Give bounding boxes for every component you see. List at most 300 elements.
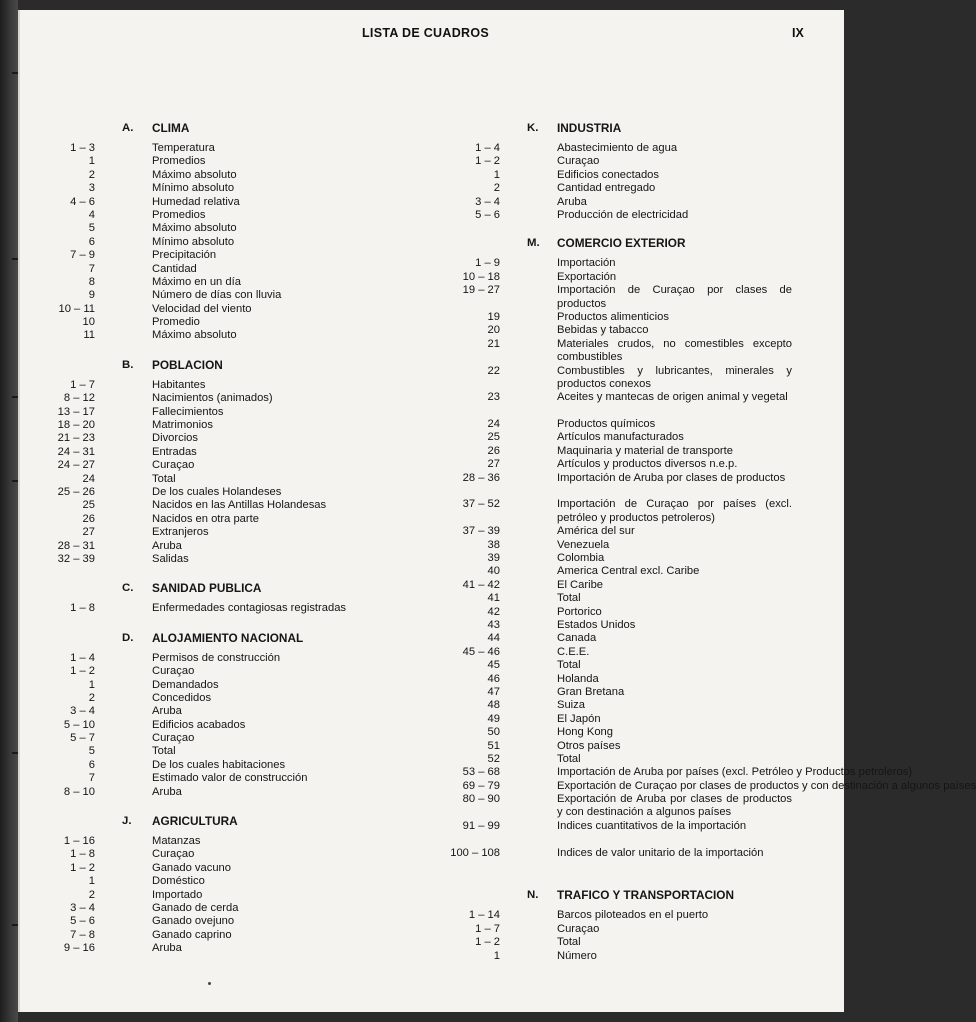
table-title: Extranjeros — [152, 526, 209, 539]
table-title: Colombia — [557, 552, 605, 565]
section-letter: B. — [122, 358, 134, 371]
table-title: Total — [557, 936, 581, 949]
table-title: Promedios — [152, 208, 206, 221]
section-letter: C. — [122, 582, 134, 595]
table-list-item — [440, 209, 796, 222]
table-number-ref: 7 – 8 — [70, 928, 95, 941]
table-title: Cantidad entregado — [557, 182, 656, 195]
table-list-item — [40, 526, 430, 539]
table-number-ref: 43 — [487, 618, 500, 631]
table-list-item — [440, 552, 796, 565]
table-title: Aruba — [557, 195, 587, 208]
table-title: Precipitación — [152, 249, 217, 262]
table-list-item — [40, 406, 430, 419]
table-title: Total — [557, 659, 581, 672]
table-title: Aruba — [152, 785, 182, 798]
table-list-item — [440, 431, 796, 444]
table-number-ref: 10 — [82, 316, 95, 329]
table-list-item — [440, 646, 796, 659]
table-list-item — [40, 665, 430, 678]
table-number-ref: 1 – 2 — [475, 936, 500, 949]
table-number-ref: 3 – 4 — [70, 705, 95, 718]
table-title: Bebidas y tabacco — [557, 324, 649, 337]
section-letter: J. — [122, 815, 132, 828]
table-title: Artículos manufacturados — [557, 431, 684, 444]
table-number-ref: 10 – 11 — [58, 302, 95, 315]
table-title: Indices cuantitativos de la importación — [557, 819, 747, 832]
table-list-item — [440, 365, 796, 392]
table-title: Curaçao — [152, 665, 195, 678]
table-list-item — [40, 499, 430, 512]
table-number-ref: 9 — [88, 289, 95, 302]
table-list-item — [40, 902, 430, 915]
table-number-ref: 1 – 2 — [70, 861, 95, 874]
table-number-ref: 1 — [493, 168, 500, 181]
table-title: Humedad relativa — [152, 195, 240, 208]
table-title: Habitantes — [152, 378, 206, 391]
table-title: América del sur — [557, 525, 635, 538]
table-title: Aruba — [152, 539, 182, 552]
table-number-ref: 20 — [487, 324, 500, 337]
table-title: Importación de Aruba por países (excl. Petróleo y Productos petroleros) — [557, 766, 913, 779]
table-list-item — [440, 271, 796, 284]
table-number-ref: 1 – 2 — [475, 155, 500, 168]
table-number-ref: 25 — [82, 499, 95, 512]
table-title: Estimado valor de construcción — [152, 772, 308, 785]
table-title: El Japón — [557, 712, 601, 725]
table-list-item — [40, 553, 430, 566]
table-title: Fallecimientos — [152, 405, 224, 418]
table-title: Curaçao — [557, 922, 600, 935]
table-title: Cantidad — [152, 262, 197, 275]
table-list-item — [40, 513, 430, 526]
table-list-item — [40, 862, 430, 875]
table-title: Barcos piloteados en el puerto — [557, 909, 709, 922]
table-list-item — [440, 779, 976, 793]
table-list-item — [40, 155, 430, 168]
table-list-item — [440, 753, 796, 766]
table-list-item — [40, 379, 430, 392]
table-title: Nacidos en otra parte — [152, 512, 259, 525]
section-title: POBLACION — [152, 357, 223, 372]
table-title: Exportación — [557, 270, 617, 283]
table-list-item — [40, 915, 430, 928]
table-number-ref: 24 — [487, 418, 500, 431]
table-number-ref: 50 — [487, 726, 500, 739]
table-number-ref: 24 – 27 — [57, 459, 95, 472]
table-number-ref: 1 – 2 — [70, 665, 95, 678]
table-title: Abastecimiento de agua — [557, 142, 678, 154]
table-list-item — [40, 942, 430, 955]
table-number-ref: 41 — [487, 592, 500, 605]
table-number-ref: 1 – 7 — [475, 922, 500, 935]
table-title: Entradas — [152, 445, 197, 458]
table-number-ref: 1 — [88, 678, 95, 691]
page-mark — [208, 982, 211, 985]
table-number-ref: 47 — [487, 685, 500, 698]
table-number-ref: 8 – 12 — [63, 392, 95, 405]
table-list-item — [440, 766, 913, 779]
table-title: Canada — [557, 632, 597, 645]
table-title: Holanda — [557, 672, 599, 685]
section-heading — [40, 815, 430, 830]
table-list-item — [40, 889, 430, 902]
table-title: Máximo absoluto — [152, 329, 237, 342]
table-number-ref: 5 – 7 — [70, 732, 95, 745]
table-number-ref: 53 – 68 — [462, 766, 500, 779]
table-number-ref: 23 — [487, 391, 500, 404]
table-list-item — [40, 692, 430, 705]
table-title: Producción de electricidad — [557, 208, 689, 221]
table-list-item — [440, 155, 796, 168]
table-title: Productos alimenticios — [557, 310, 669, 323]
table-title: Promedios — [152, 155, 206, 168]
table-number-ref: 1 – 14 — [468, 909, 500, 922]
table-title: Nacidos en las Antillas Holandesas — [152, 499, 327, 512]
table-number-ref: 39 — [487, 552, 500, 565]
table-title: Venezuela — [557, 538, 610, 551]
table-list-item — [440, 391, 796, 418]
section-title: AGRICULTURA — [152, 814, 238, 829]
table-list-item — [40, 392, 430, 405]
section-letter: N. — [527, 889, 539, 902]
table-number-ref: 19 — [487, 310, 500, 323]
table-number-ref: 2 — [88, 888, 95, 901]
table-list-item — [440, 909, 796, 922]
table-number-ref: 27 — [82, 526, 95, 539]
table-list-item — [440, 592, 796, 605]
table-title: Ganado de cerda — [152, 901, 239, 914]
table-list-item — [40, 303, 430, 316]
table-number-ref: 4 — [88, 208, 95, 221]
table-number-ref: 26 — [82, 512, 95, 525]
table-number-ref: 24 – 31 — [57, 445, 95, 458]
table-title: Total — [557, 592, 581, 605]
table-list-item — [440, 458, 796, 471]
table-title: Maquinaria y material de transporte — [557, 444, 733, 457]
table-title: Mínimo absoluto — [152, 182, 235, 195]
table-title: Importación de Curaçao por países (excl. petróleo y productos petroleros) — [557, 498, 792, 524]
section-heading — [440, 889, 796, 904]
table-number-ref: 38 — [487, 538, 500, 551]
table-number-ref: 5 — [88, 222, 95, 235]
table-title: Doméstico — [152, 875, 205, 888]
table-list-item — [40, 875, 430, 888]
table-number-ref: 5 – 10 — [63, 718, 95, 731]
table-list-item — [440, 169, 796, 182]
table-list-item — [440, 726, 796, 739]
table-list-item — [40, 236, 430, 249]
table-title: Importado — [152, 888, 203, 901]
left-column — [40, 122, 430, 956]
section-title: TRAFICO Y TRANSPORTACION — [557, 888, 734, 903]
table-list-item — [40, 182, 430, 195]
table-list-item — [440, 686, 796, 699]
table-number-ref: 1 – 4 — [70, 651, 95, 664]
table-title: Total — [557, 752, 581, 765]
table-number-ref: 27 — [487, 458, 500, 471]
section-title: COMERCIO EXTERIOR — [557, 236, 686, 251]
table-title: Ganado caprino — [152, 928, 232, 941]
table-title: Total — [152, 472, 176, 485]
table-list-item — [440, 311, 796, 324]
table-number-ref: 1 – 8 — [70, 602, 95, 615]
table-number-ref: 44 — [487, 632, 500, 645]
table-number-ref: 19 – 27 — [462, 284, 500, 297]
table-list-item — [40, 263, 430, 276]
table-number-ref: 46 — [487, 672, 500, 685]
table-title: Nacimientos (animados) — [152, 392, 273, 405]
section-letter: K. — [527, 122, 539, 134]
table-title: Suiza — [557, 699, 585, 712]
table-title: Temperatura — [152, 142, 215, 154]
table-list-item — [440, 142, 796, 155]
table-title: Promedio — [152, 316, 200, 329]
section-title: CLIMA — [152, 121, 190, 135]
table-number-ref: 7 — [88, 772, 95, 785]
table-number-ref: 8 — [88, 275, 95, 288]
table-title: De los cuales habitaciones — [152, 758, 286, 771]
table-list-item — [440, 950, 796, 963]
table-number-ref: 45 – 46 — [462, 645, 500, 658]
table-list-item — [440, 338, 796, 365]
table-number-ref: 8 – 10 — [63, 785, 95, 798]
table-title: Indices de valor unitario de la importación — [557, 846, 764, 859]
table-number-ref: 91 – 99 — [462, 819, 500, 832]
table-number-ref: 4 – 6 — [70, 195, 95, 208]
table-number-ref: 3 – 4 — [475, 195, 500, 208]
table-title: Ganado vacuno — [152, 861, 231, 874]
table-number-ref: 21 – 23 — [57, 432, 95, 445]
table-number-ref: 1 – 16 — [63, 835, 95, 848]
table-list-item — [440, 659, 796, 672]
table-number-ref: 3 – 4 — [70, 901, 95, 914]
right-column — [440, 121, 976, 963]
table-title: Total — [152, 745, 176, 758]
table-title: Número de días con lluvia — [152, 289, 282, 302]
table-number-ref: 1 – 7 — [70, 378, 95, 391]
table-title: Aruba — [152, 942, 182, 955]
table-list-item — [440, 565, 796, 578]
table-title: Máximo absoluto — [152, 222, 237, 235]
table-number-ref: 3 — [88, 182, 95, 195]
table-number-ref: 11 — [83, 329, 95, 342]
table-title: De los cuales Holandeses — [152, 485, 282, 498]
table-title: Matrimonios — [152, 419, 213, 432]
table-list-item — [40, 329, 430, 342]
table-title: Concedidos — [152, 691, 212, 704]
table-list-item — [40, 432, 430, 445]
table-number-ref: 45 — [487, 659, 500, 672]
table-list-item — [40, 486, 430, 499]
table-title: Portorico — [557, 605, 602, 618]
table-list-item — [40, 679, 430, 692]
section-title: ALOJAMIENTO NACIONAL — [152, 630, 304, 645]
table-number-ref: 7 – 9 — [70, 249, 95, 262]
table-number-ref: 24 — [82, 472, 95, 485]
table-list-item — [440, 923, 796, 936]
table-list-item — [40, 540, 430, 553]
table-list-item — [40, 719, 430, 732]
table-number-ref: 5 – 6 — [70, 915, 95, 928]
table-list-item — [40, 835, 430, 848]
table-title: Permisos de construcción — [152, 651, 281, 664]
table-list-item — [440, 699, 796, 712]
table-number-ref: 28 – 36 — [462, 471, 500, 484]
table-list-item — [40, 786, 430, 799]
table-number-ref: 9 – 16 — [63, 942, 95, 955]
table-list-item — [40, 848, 430, 861]
table-list-item — [440, 525, 796, 538]
table-list-item — [40, 222, 430, 235]
table-number-ref: 5 — [88, 745, 95, 758]
table-list-item — [440, 324, 796, 337]
table-list-item — [440, 820, 796, 847]
section-heading — [440, 122, 796, 137]
table-title: Máximo en un día — [152, 275, 241, 288]
table-number-ref: 69 – 79 — [462, 779, 500, 792]
table-number-ref: 13 – 17 — [57, 405, 95, 418]
table-title: Salidas — [152, 552, 189, 565]
table-number-ref: 41 – 42 — [462, 578, 500, 591]
section-heading — [440, 237, 796, 252]
table-list-item — [40, 602, 430, 615]
table-number-ref: 1 – 9 — [475, 257, 500, 270]
table-number-ref: 100 – 108 — [450, 846, 500, 859]
table-title: El Caribe — [557, 578, 604, 591]
table-number-ref: 1 — [88, 155, 95, 168]
table-title: Curaçao — [152, 459, 195, 472]
table-title: C.E.E. — [557, 645, 590, 658]
table-number-ref: 6 — [88, 235, 95, 248]
table-title: Exportación de Curaçao por clases de productos y con destinación a algunos países — [557, 779, 976, 792]
table-list-item — [440, 539, 796, 552]
table-number-ref: 51 — [487, 739, 500, 752]
table-title: Velocidad del viento — [152, 302, 252, 315]
table-number-ref: 32 – 39 — [57, 552, 95, 565]
table-list-item — [40, 196, 430, 209]
table-list-item — [40, 459, 430, 472]
table-title: Edificios acabados — [152, 718, 246, 731]
table-list-item — [440, 284, 796, 311]
table-number-ref: 6 — [88, 758, 95, 771]
table-list-item — [440, 673, 796, 686]
table-list-item — [40, 289, 430, 302]
section-title: SANIDAD PUBLICA — [152, 581, 262, 596]
table-number-ref: 28 – 31 — [57, 539, 95, 552]
table-list-item — [40, 745, 430, 758]
table-list-item — [440, 418, 796, 431]
table-number-ref: 18 – 20 — [57, 419, 95, 432]
section-title: INDUSTRIA — [557, 121, 622, 135]
section-letter: M. — [527, 237, 540, 250]
section-heading — [40, 632, 430, 647]
table-list-item — [440, 632, 796, 645]
table-number-ref: 7 — [88, 262, 95, 275]
table-title: Artículos y productos diversos n.e.p. — [557, 458, 738, 471]
table-number-ref: 80 – 90 — [462, 793, 500, 806]
table-number-ref: 1 – 3 — [70, 142, 95, 154]
table-list-item — [40, 705, 430, 718]
table-list-item — [40, 772, 430, 785]
table-list-item — [440, 182, 796, 195]
table-number-ref: 1 — [493, 949, 500, 962]
table-number-ref: 1 — [88, 875, 95, 888]
table-title: Número — [557, 949, 597, 962]
table-title: Gran Bretana — [557, 685, 625, 698]
table-title: Máximo absoluto — [152, 168, 237, 181]
section-heading — [40, 359, 430, 374]
table-list-item — [40, 446, 430, 459]
page-number: IX — [792, 26, 804, 40]
table-title: Enfermedades contagiosas registradas — [152, 602, 347, 615]
section-letter: D. — [122, 631, 134, 644]
table-title: Edificios conectados — [557, 168, 659, 181]
section-heading — [40, 582, 430, 597]
table-title: Curaçao — [152, 848, 195, 861]
table-list-item — [440, 472, 796, 499]
table-title: Divorcios — [152, 432, 199, 445]
table-number-ref: 22 — [487, 364, 500, 377]
table-list-item — [440, 619, 796, 632]
table-number-ref: 5 – 6 — [475, 208, 500, 221]
table-number-ref: 52 — [487, 752, 500, 765]
table-number-ref: 48 — [487, 699, 500, 712]
table-title: Curaçao — [557, 155, 600, 168]
table-list-item — [440, 847, 796, 874]
table-number-ref: 37 – 52 — [462, 498, 500, 511]
table-number-ref: 1 – 4 — [475, 142, 500, 154]
page-title: LISTA DE CUADROS — [362, 26, 490, 40]
table-title: Importación — [557, 257, 616, 270]
table-title: Materiales crudos, no comestibles excepto combustibles — [557, 337, 792, 364]
table-number-ref: 1 – 8 — [70, 848, 95, 861]
table-number-ref: 2 — [493, 182, 500, 195]
table-list-item — [440, 445, 796, 458]
table-title: Importación de Curaçao por clases de productos — [557, 284, 792, 310]
table-list-item — [40, 759, 430, 772]
table-number-ref: 25 — [487, 431, 500, 444]
table-list-item — [440, 498, 796, 525]
table-title: Ganado ovejuno — [152, 915, 235, 928]
table-number-ref: 49 — [487, 712, 500, 725]
table-list-item — [40, 732, 430, 745]
table-list-item — [440, 606, 796, 619]
book-binding — [0, 0, 18, 1022]
table-list-item — [440, 740, 796, 753]
table-list-item — [40, 169, 430, 182]
table-number-ref: 26 — [487, 444, 500, 457]
table-title: Aruba — [152, 705, 182, 718]
table-list-item — [40, 419, 430, 432]
section-heading — [40, 122, 430, 137]
table-title: Productos químicos — [557, 418, 656, 431]
table-title: Demandados — [152, 678, 219, 691]
table-number-ref: 21 — [487, 337, 500, 350]
table-title: Mínimo absoluto — [152, 235, 235, 248]
table-list-item — [440, 713, 796, 726]
table-list-item — [440, 257, 796, 270]
table-number-ref: 37 – 39 — [462, 525, 500, 538]
table-title: Aceites y mantecas de origen animal y vegetal — [557, 391, 788, 404]
table-list-item — [40, 142, 430, 155]
table-list-item — [440, 579, 796, 592]
table-list-item — [40, 316, 430, 329]
table-number-ref: 10 – 18 — [462, 270, 500, 283]
table-list-item — [40, 929, 430, 942]
table-title: Exportación de Aruba por clases de productos y con destinación a algunos países — [557, 793, 792, 819]
table-list-item — [40, 209, 430, 222]
